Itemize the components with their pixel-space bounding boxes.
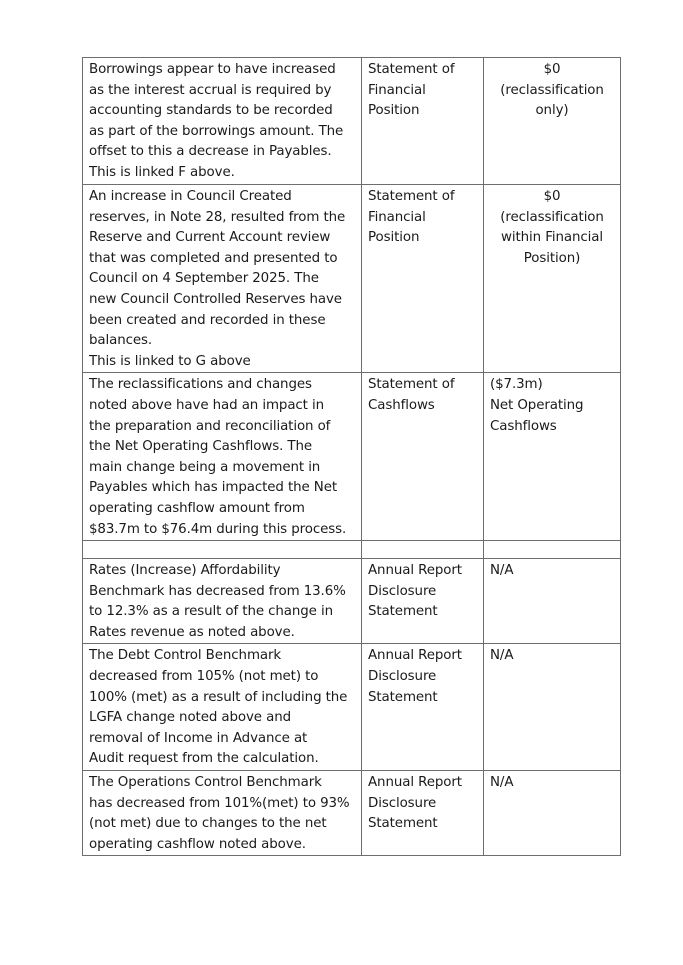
impact-cell	[484, 559, 621, 644]
statement-cell	[362, 559, 484, 644]
impact-text: $0 (reclassification within Financial Position)	[500, 189, 604, 266]
description-cell	[83, 541, 362, 559]
impact-cell	[484, 541, 621, 559]
statement-cell	[362, 771, 484, 856]
description-text: The Operations Control Benchmark has decreased from 101%(met) to 93% (not met) due to changes to the net operating cashflow noted above.	[89, 775, 350, 852]
impact-text: N/A	[490, 775, 514, 791]
statement-text: Annual Report Disclosure Statement	[368, 563, 462, 620]
table-row	[83, 559, 621, 644]
impact-cell	[484, 771, 621, 856]
statement-cell	[362, 541, 484, 559]
table-row	[83, 373, 621, 541]
impact-cell	[484, 373, 621, 541]
statement-cell	[362, 644, 484, 771]
description-text: Rates (Increase) Affordability Benchmark has decreased from 13.6% to 12.3% as a result of the change in Rates revenue as noted above.	[89, 563, 346, 640]
changes-table	[82, 57, 621, 856]
impact-text: N/A	[490, 648, 514, 664]
description-text: An increase in Council Created reserves, in Note 28, resulted from the Reserve and Current Account review that was completed and presented to Council on 4 September 2025. The new Council Controlled Reserves have been created and recorded in these balances. This is linked to G above	[89, 189, 346, 369]
statement-text: Annual Report Disclosure Statement	[368, 648, 462, 705]
impact-text: N/A	[490, 563, 514, 579]
table-row	[83, 58, 621, 185]
statement-text: Statement of Financial Position	[368, 62, 455, 119]
table-row	[83, 771, 621, 856]
description-text: The Debt Control Benchmark decreased from 105% (not met) to 100% (met) as a result of including the LGFA change noted above and removal of Income in Advance at Audit request from the calculation.	[89, 648, 348, 767]
description-text: The reclassifications and changes noted above have had an impact in the preparation and reconciliation of the Net Operating Cashflows. The main change being a movement in Payables which has impacted the Net operating cashflow amount from $83.7m to $76.4m during this process.	[89, 377, 347, 537]
statement-text: Statement of Financial Position	[368, 189, 455, 246]
impact-cell	[484, 58, 621, 185]
description-cell	[83, 559, 362, 644]
table-row-empty	[83, 541, 621, 559]
impact-text: $0 (reclassification only)	[500, 62, 604, 119]
description-cell	[83, 373, 362, 541]
table-row	[83, 185, 621, 373]
description-cell	[83, 185, 362, 373]
statement-text: Statement of Cashflows	[368, 377, 455, 413]
description-cell	[83, 771, 362, 856]
description-cell	[83, 58, 362, 185]
statement-text: Annual Report Disclosure Statement	[368, 775, 462, 832]
impact-cell	[484, 185, 621, 373]
table-row	[83, 644, 621, 771]
impact-text: ($7.3m) Net Operating Cashflows	[490, 377, 584, 434]
description-cell	[83, 644, 362, 771]
statement-cell	[362, 58, 484, 185]
description-text: Borrowings appear to have increased as the interest accrual is required by accounting standards to be recorded as part of the borrowings amount. The offset to this a decrease in Payables. This is linked F above.	[89, 62, 344, 180]
impact-cell	[484, 644, 621, 771]
statement-cell	[362, 185, 484, 373]
statement-cell	[362, 373, 484, 541]
